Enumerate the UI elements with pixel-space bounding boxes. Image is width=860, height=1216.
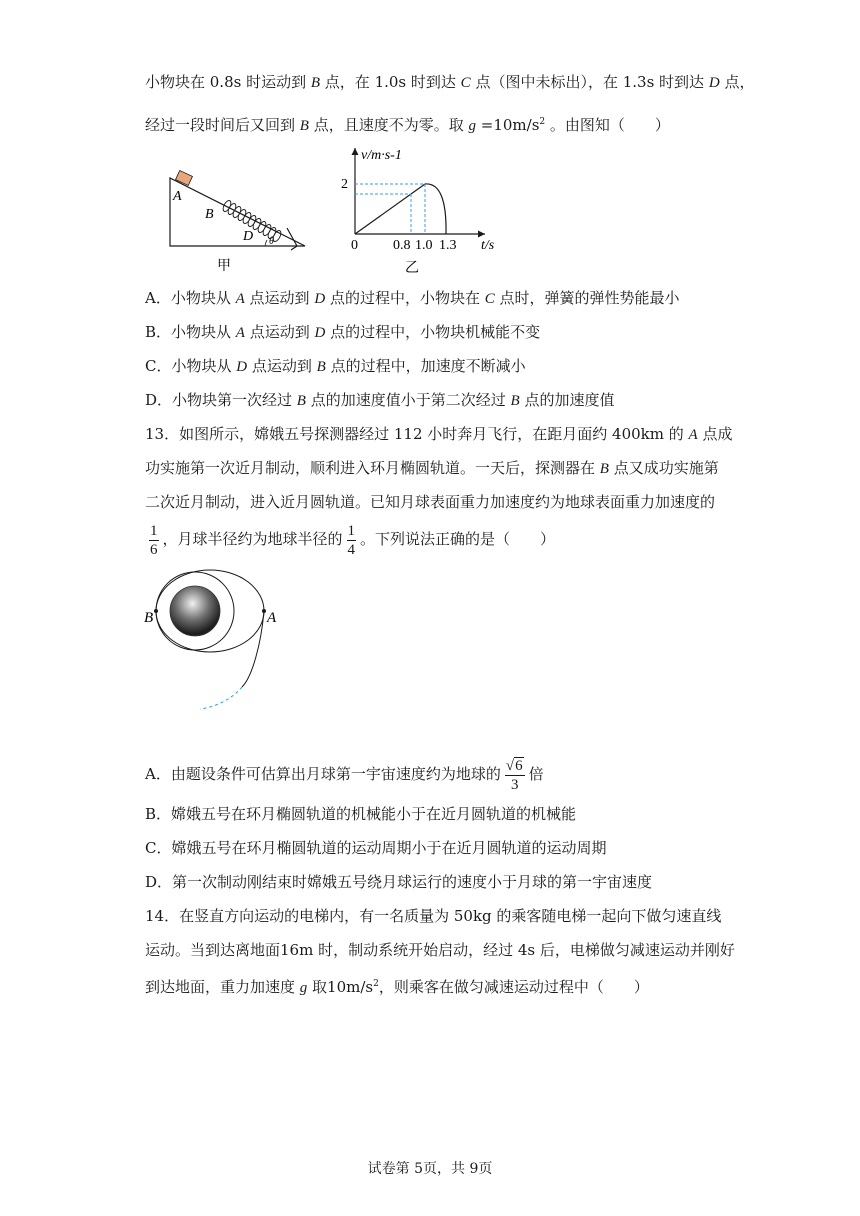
vt-curve: [355, 184, 446, 234]
point-A-dot: [262, 609, 266, 613]
q12-option-a[interactable]: A．小物块从 A 点运动到 D 点的过程中，小物块在 C 点时，弹簧的弹性势能最小: [145, 289, 680, 307]
point-B-dot: [154, 609, 158, 613]
vt-graph: [335, 142, 515, 282]
q13-option-c[interactable]: C．嫦娥五号在环月椭圆轨道的运动周期小于在近月圆轨道的运动周期: [145, 839, 607, 857]
fraction-1-6: $\frac{1}{6}$: [150, 522, 158, 558]
ylabel: v/m·s-1: [361, 148, 402, 163]
transfer-trajectory: [242, 611, 264, 687]
q13-option-b[interactable]: B．嫦娥五号在环月椭圆轨道的机械能小于在近月圆轨道的机械能: [145, 805, 577, 823]
q13-line-2: 功实施第一次近月制动，顺利进入环月椭圆轨道。一天后，探测器在 B 点又成功实施第: [145, 459, 719, 477]
fraction-1-4: $\frac{1}{4}$: [347, 522, 356, 558]
label-theta: θ: [269, 236, 274, 247]
q12-option-c[interactable]: C．小物块从 D 点运动到 B 点的过程中，加速度不断减小: [145, 357, 526, 375]
q13-option-d[interactable]: D．第一次制动刚结束时嫦娥五号绕月球运行的速度小于月球的第一宇宙速度: [145, 873, 653, 891]
q13-line-4: $\frac{1}{6}$ ，月球半径约为地球半径的 $\frac{1}{4}$ 。下列说法正确的是（ ）: [150, 522, 556, 558]
label-B: B: [144, 610, 154, 626]
vt-rising-segment: [355, 184, 425, 234]
vt-falling-segment: [425, 184, 446, 234]
q14-line-1: 14．在竖直方向运动的电梯内，有一名质量为 50kg 的乘客随电梯一起向下做匀速直线: [145, 907, 722, 925]
q13-option-a[interactable]: A．由题设条件可估算出月球第一宇宙速度约为地球的 $\frac{√6}{3}$ 倍: [145, 757, 544, 793]
q12-option-b[interactable]: B．小物块从 A 点运动到 D 点的过程中，小物块机械能不变: [145, 323, 541, 341]
q13-line-1: 13．如图所示，嫦娥五号探测器经过 112 小时奔月飞行，在距月面约 400km 的 A 点成: [145, 425, 733, 443]
angle-arc: [265, 240, 267, 246]
q12-line-1: 小物块在 0.8s 时运动到 B 点，在 1.0s 时到达 C 点（图中未标出），在 1.3s 时到达 D 点，: [145, 73, 755, 91]
fraction-sqrt6-3: $\frac{√6}{3}$: [505, 757, 523, 793]
label-A: A: [173, 189, 182, 204]
q14-line-2: 运动。当到达离地面16m 时，制动系统开始启动，经过 4s 后，电梯做匀减速运动并刚好: [145, 941, 735, 959]
label-A: A: [267, 610, 277, 626]
approach-trajectory-dashed: [200, 687, 242, 709]
q12-option-d[interactable]: D．小物块第一次经过 B 点的加速度值小于第二次经过 B 点的加速度值: [145, 391, 615, 409]
q14-line-3: 到达地面，重力加速度 g 取$10m/s^2$，则乘客在做匀减速运动过程中（ ）: [145, 978, 649, 996]
block: [176, 171, 193, 186]
q12-line-2: 经过一段时间后又回到 B 点，且速度不为零。取 $g =10m/s^2$ 。由图知（ ）: [145, 116, 670, 134]
q13-line-3: 二次近月制动，进入近月圆轨道。已知月球表面重力加速度约为地球表面重力加速度的: [145, 493, 716, 511]
x-tick-1-3: 1.3: [439, 238, 457, 253]
incline-spring-figure: [165, 168, 310, 278]
x-tick-0-8: 0.8: [393, 238, 411, 253]
xlabel: t/s: [481, 238, 495, 253]
caption-yi: 乙: [405, 261, 419, 276]
x-tick-0: 0: [351, 238, 358, 253]
x-tick-1-0: 1.0: [415, 238, 433, 253]
label-D: D: [243, 229, 254, 244]
page-footer: 试卷第 5页，共 9页: [367, 1161, 493, 1177]
moon-orbit-figure: [140, 565, 290, 715]
moon: [170, 586, 220, 636]
y-tick-2: 2: [341, 177, 348, 192]
caption-jia: 甲: [217, 259, 231, 274]
incline-triangle: [170, 178, 305, 246]
label-B: B: [205, 207, 214, 222]
